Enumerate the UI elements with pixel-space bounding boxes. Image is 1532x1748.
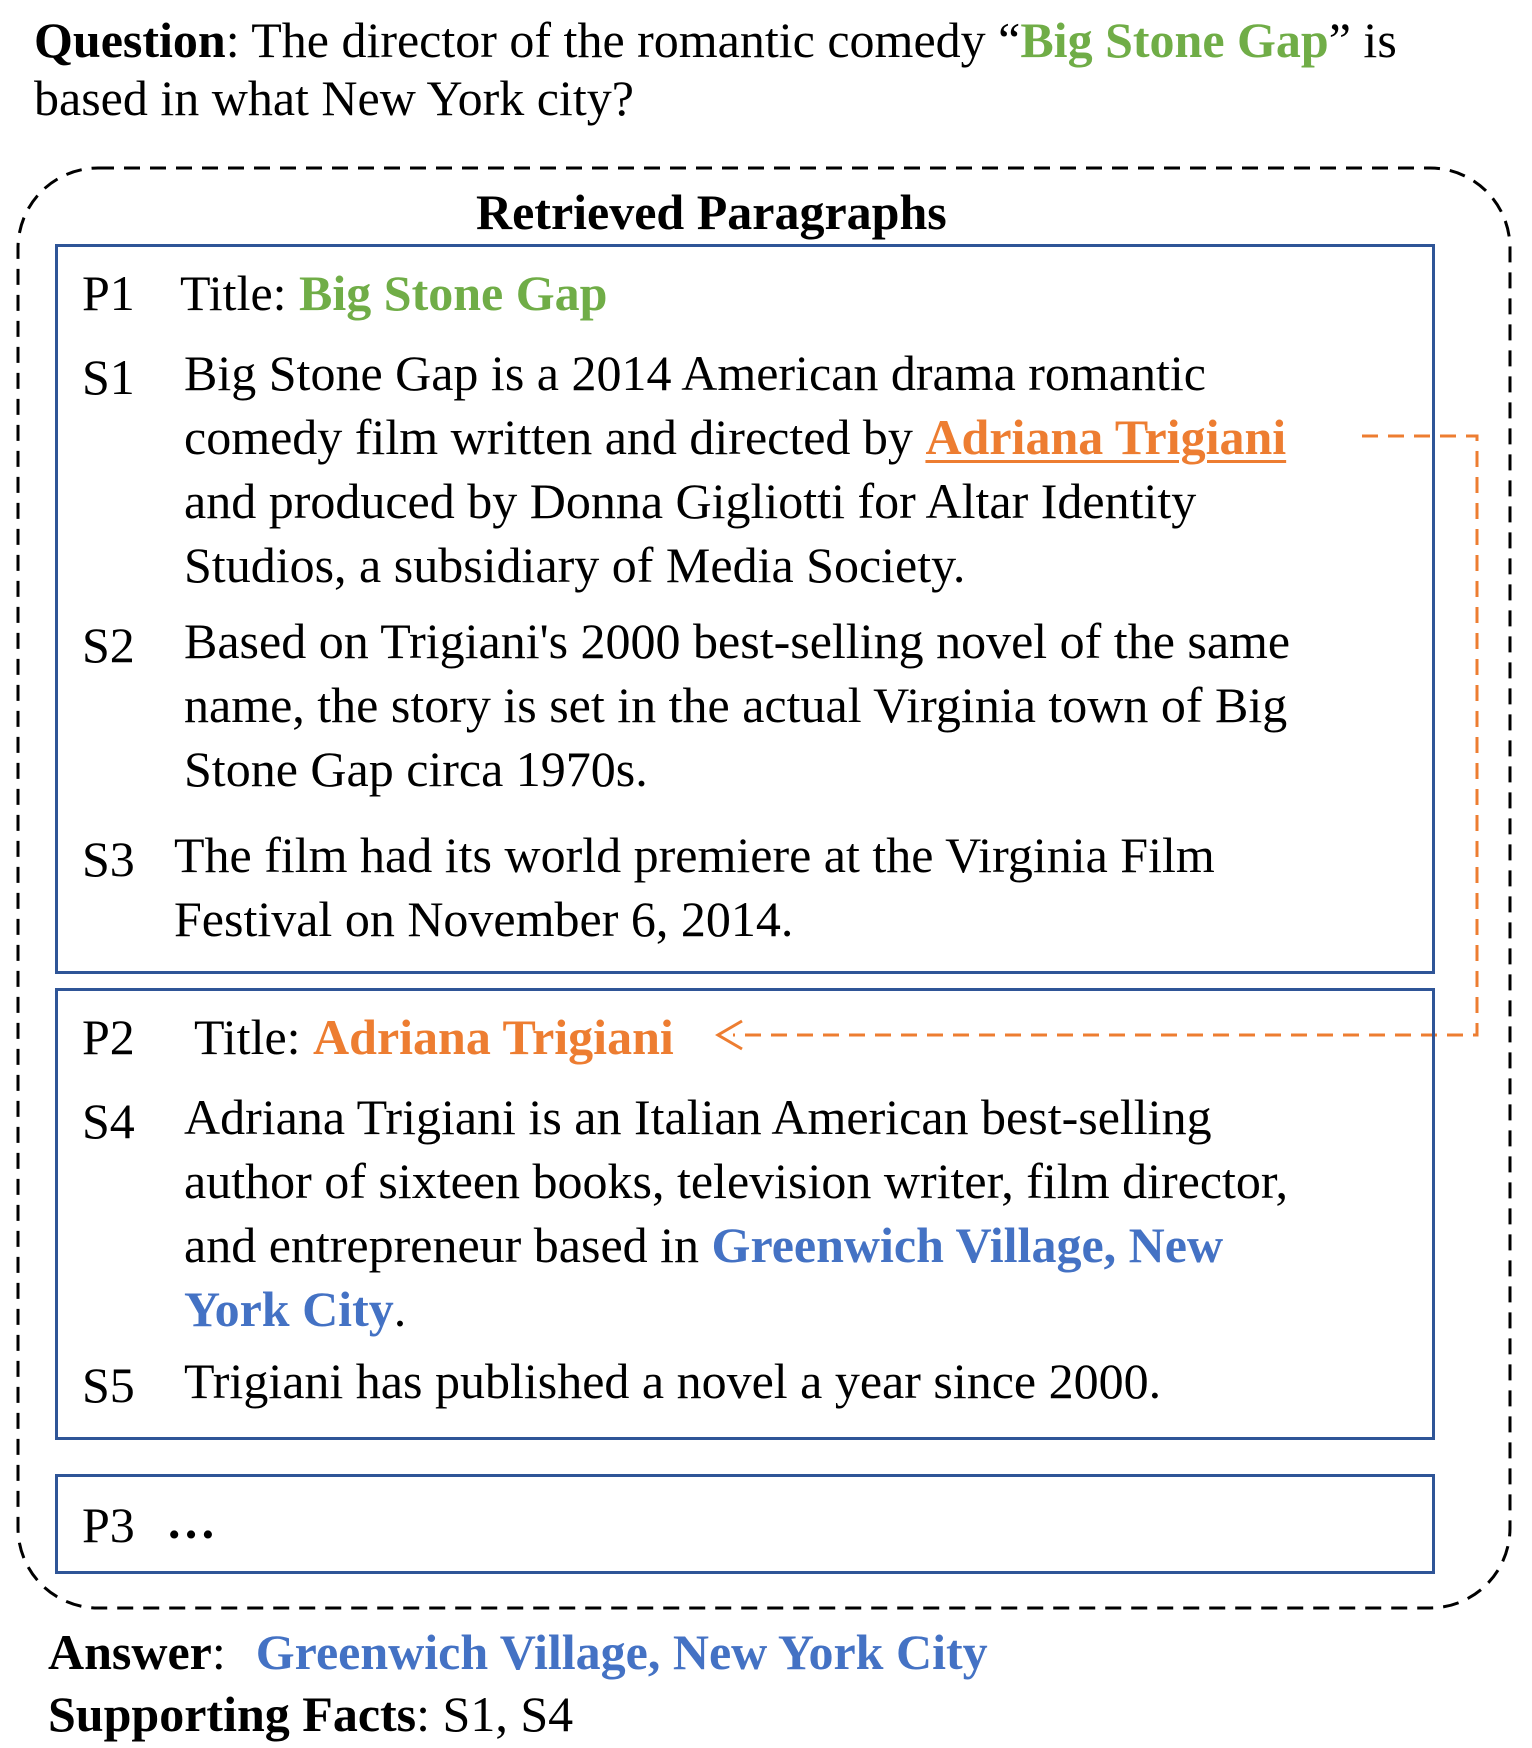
supporting-value: S1, S4 [430,1686,574,1742]
s2-line-3: Stone Gap circa 1970s. [184,741,648,797]
question-line-1 [34,8,1397,72]
answer-colon: : [211,1624,226,1680]
question-text-pre: The director of the romantic comedy “ [239,12,1021,68]
p2-id: P2 [82,1009,135,1065]
s4-end-punct: . [393,1281,407,1337]
question-label: Question [34,12,226,68]
supporting-label: Supporting Facts [48,1686,417,1742]
supporting-colon: : [416,1686,431,1742]
s4-text [184,1085,1288,1341]
question-line-2: based in what New York city? [34,70,634,126]
p3-id: P3 [82,1497,135,1553]
s3-line-2: Festival on November 6, 2014. [174,891,794,947]
answer-label: Answer [48,1624,212,1680]
s4-id: S4 [82,1093,135,1149]
p1-title-value: Big Stone Gap [299,265,608,321]
s4-answer-part-1: Greenwich Village, New [711,1217,1224,1273]
s3-text [174,823,1215,951]
s5-id: S5 [82,1357,135,1413]
s4-line-3-text: and entrepreneur based in [184,1217,712,1273]
s5-line-1: Trigiani has published a novel a year since 2000. [184,1353,1162,1409]
s2-line-2: name, the story is set in the actual Virginia town of Big [184,677,1288,733]
retrieved-heading: Retrieved Paragraphs [476,184,947,240]
s1-text [184,341,1286,597]
p1-title [180,261,607,325]
s4-answer-part-2: York City [184,1281,394,1337]
s2-id: S2 [82,617,135,673]
s1-line-2 [184,405,1286,469]
s1-line-4: Studios, a subsidiary of Media Society. [184,537,966,593]
paragraph-p2 [55,988,1435,1440]
s3-line-1: The film had its world premiere at the Virginia Film [174,827,1215,883]
s2-line-1: Based on Trigiani's 2000 best-selling novel of the same [184,613,1291,669]
p3-ellipsis: … [166,1493,216,1549]
question-highlight: Big Stone Gap [1020,12,1329,68]
supporting-facts-line [48,1682,573,1746]
s1-line-3: and produced by Donna Gigliotti for Altar Identity [184,473,1197,529]
s5-text [184,1349,1161,1413]
question-colon: : [225,12,240,68]
s4-line-1: Adriana Trigiani is an Italian American best-selling [184,1089,1212,1145]
answer-value: Greenwich Village, New York City [255,1624,988,1680]
p2-title-value: Adriana Trigiani [313,1009,674,1065]
paragraph-p3 [55,1474,1435,1574]
s1-link-entity: Adriana Trigiani [925,409,1287,465]
paragraph-p1 [55,244,1435,974]
p1-id: P1 [82,265,135,321]
s1-line-2-text: comedy film written and directed by [184,409,926,465]
s4-line-2: author of sixteen books, television writer, film director, [184,1153,1289,1209]
p1-title-label: Title: [180,265,300,321]
s3-id: S3 [82,831,135,887]
s4-line-3 [184,1213,1288,1277]
p2-title [194,1005,674,1069]
answer-line [48,1620,988,1684]
question-text-post: ” is [1328,12,1397,68]
s1-line-1: Big Stone Gap is a 2014 American drama romantic [184,345,1206,401]
s4-line-4 [184,1277,1288,1341]
s1-id: S1 [82,349,135,405]
s2-text [184,609,1290,801]
p2-title-label: Title: [194,1009,314,1065]
